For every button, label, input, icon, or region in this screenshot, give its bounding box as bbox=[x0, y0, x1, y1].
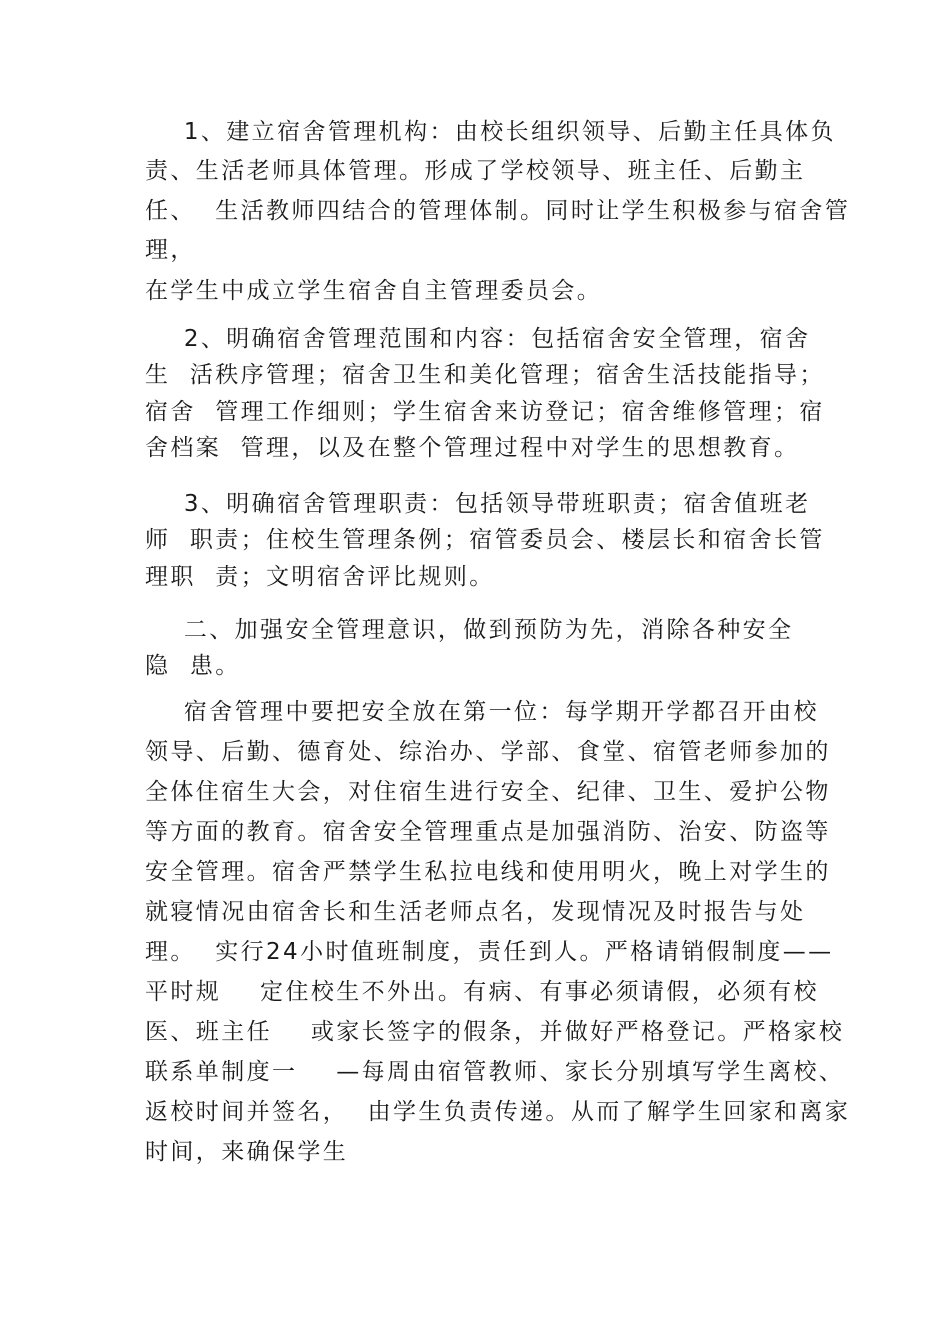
text-line: 二、加强安全管理意识，做到预防为先，消除各种安全 bbox=[145, 617, 794, 643]
text-line: 1、建立宿舍管理机构：由校长组织领导、后勤主任具体负 bbox=[145, 119, 836, 145]
text-line: 平时规 定住校生不外出。有病、有事必须请假，必须有校 bbox=[145, 979, 819, 1005]
text-line: 舍档案 管理，以及在整个管理过程中对学生的思想教育。 bbox=[145, 435, 800, 461]
text-line: 3、明确宿舍管理职责：包括领导带班职责；宿舍值班老 bbox=[145, 491, 811, 517]
text-line: 理职 责；文明宿舍评比规则。 bbox=[145, 564, 495, 590]
text-line: 联系单制度一 —每周由宿管教师、家长分别填写学生离校、 bbox=[145, 1059, 845, 1085]
text-line: 就寝情况由宿舍长和生活老师点名，发现情况及时报告与处 bbox=[145, 899, 806, 925]
text-line: 生 活秩序管理；宿舍卫生和美化管理；宿舍生活技能指导； bbox=[145, 362, 825, 388]
text-line: 隐 患。 bbox=[145, 653, 241, 679]
text-line: 师 职责；住校生管理条例；宿管委员会、楼层长和宿舍长管 bbox=[145, 527, 825, 553]
text-line: 2、明确宿舍管理范围和内容：包括宿舍安全管理，宿舍 bbox=[145, 326, 811, 352]
text-line: 责、生活老师具体管理。形成了学校领导、班主任、后勤主 bbox=[145, 158, 806, 184]
text-line: 等方面的教育。宿舍安全管理重点是加强消防、治安、防盗等 bbox=[145, 819, 831, 845]
text-line: 理。 实行24小时值班制度，责任到人。严格请销假制度—— bbox=[145, 939, 834, 965]
text-line: 在学生中成立学生宿舍自主管理委员会。 bbox=[145, 278, 603, 304]
text-line: 宿舍 管理工作细则；学生宿舍来访登记；宿舍维修管理；宿 bbox=[145, 399, 825, 425]
text-line: 医、班主任 或家长签字的假条，并做好严格登记。严格家校 bbox=[145, 1019, 845, 1045]
text-line: 领导、后勤、德育处、综治办、学部、食堂、宿管老师参加的 bbox=[145, 739, 831, 765]
text-line: 返校时间并签名， 由学生负责传递。从而了解学生回家和离家 bbox=[145, 1099, 851, 1125]
text-line: 宿舍管理中要把安全放在第一位：每学期开学都召开由校 bbox=[145, 699, 819, 725]
text-line: 全体住宿生大会，对住宿生进行安全、纪律、卫生、爱护公物 bbox=[145, 779, 831, 805]
text-line: 时间，来确保学生 bbox=[145, 1139, 349, 1165]
text-line: 任、 生活教师四结合的管理体制。同时让学生积极参与宿舍管 bbox=[145, 198, 851, 224]
text-line: 安全管理。宿舍严禁学生私拉电线和使用明火，晚上对学生的 bbox=[145, 859, 831, 885]
text-line: 理， bbox=[145, 237, 196, 263]
